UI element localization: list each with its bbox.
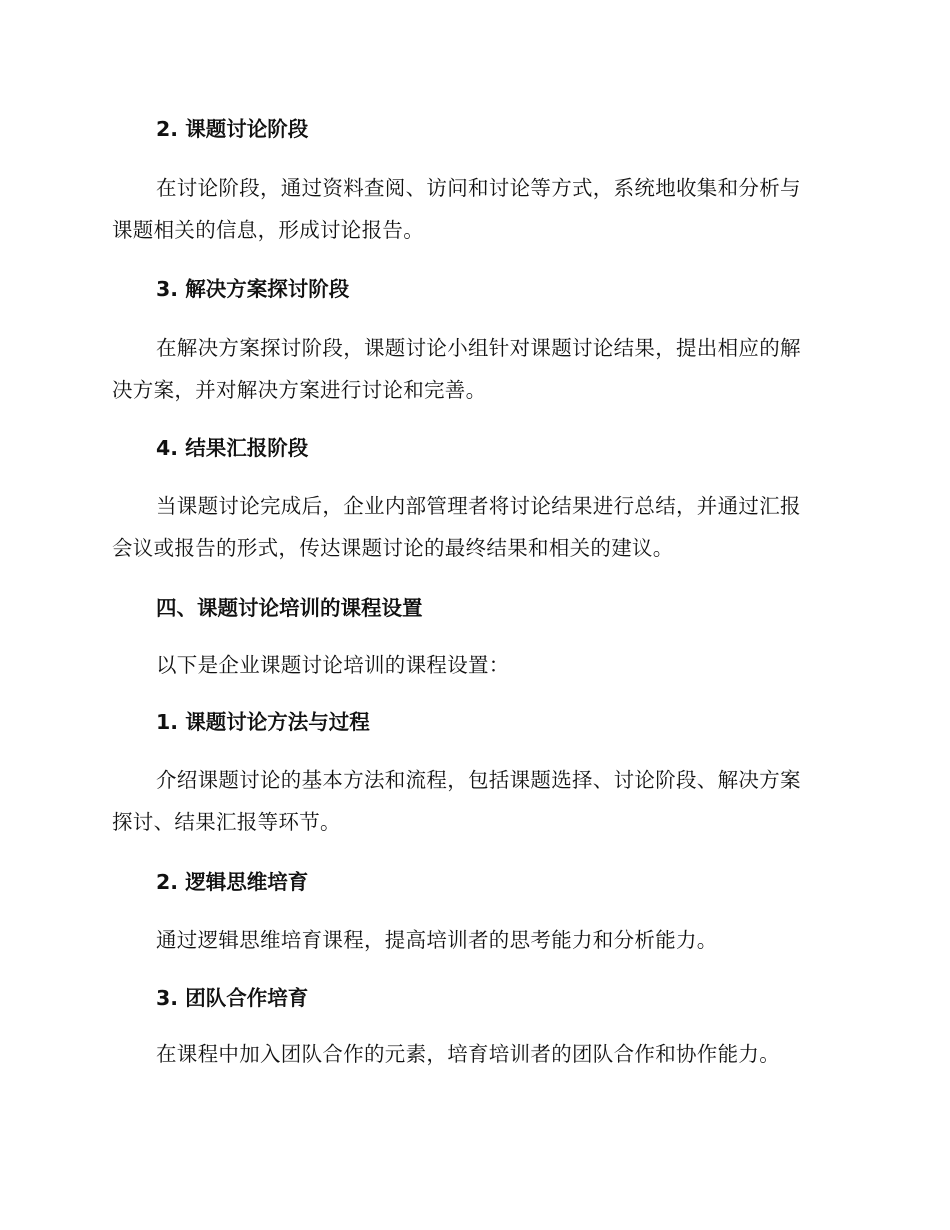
section-heading-course-settings: 四、课题讨论培训的课程设置: [156, 596, 423, 620]
paragraph-line: 以下是企业课题讨论培训的课程设置：: [156, 653, 510, 677]
paragraph-solution-stage: [112, 327, 832, 411]
section-heading-teamwork: 3. 团队合作培育: [156, 986, 309, 1010]
paragraph-logical-thinking: [112, 919, 832, 961]
paragraph-line: 探讨、结果汇报等环节。: [112, 810, 341, 834]
paragraph-line: 在讨论阶段，通过资料查阅、访问和讨论等方式，系统地收集和分析与: [156, 176, 801, 200]
section-heading-solution-stage: 3. 解决方案探讨阶段: [156, 277, 350, 301]
paragraph-line: 决方案，并对解决方案进行讨论和完善。: [112, 378, 487, 402]
paragraph-line: 会议或报告的形式，传达课题讨论的最终结果和相关的建议。: [112, 536, 674, 560]
section-heading-methods-process: 1. 课题讨论方法与过程: [156, 710, 370, 734]
paragraph-line: 课题相关的信息，形成讨论报告。: [112, 218, 424, 242]
paragraph-topic-discussion-stage: [112, 167, 832, 251]
paragraph-report-stage: [112, 485, 832, 569]
paragraph-course-intro: [112, 644, 832, 686]
paragraph-teamwork: [112, 1033, 832, 1075]
paragraph-line: 通过逻辑思维培育课程，提高培训者的思考能力和分析能力。: [156, 928, 718, 952]
paragraph-line: 在课程中加入团队合作的元素，培育培训者的团队合作和协作能力。: [156, 1042, 780, 1066]
section-heading-logical-thinking: 2. 逻辑思维培育: [156, 870, 309, 894]
paragraph-line: 介绍课题讨论的基本方法和流程，包括课题选择、讨论阶段、解决方案: [156, 768, 801, 792]
paragraph-line: 当课题讨论完成后，企业内部管理者将讨论结果进行总结，并通过汇报: [156, 494, 801, 518]
section-heading-topic-discussion-stage: 2. 课题讨论阶段: [156, 117, 309, 141]
paragraph-methods-process: [112, 759, 832, 843]
paragraph-line: 在解决方案探讨阶段，课题讨论小组针对课题讨论结果，提出相应的解: [156, 336, 801, 360]
section-heading-report-stage: 4. 结果汇报阶段: [156, 436, 309, 460]
